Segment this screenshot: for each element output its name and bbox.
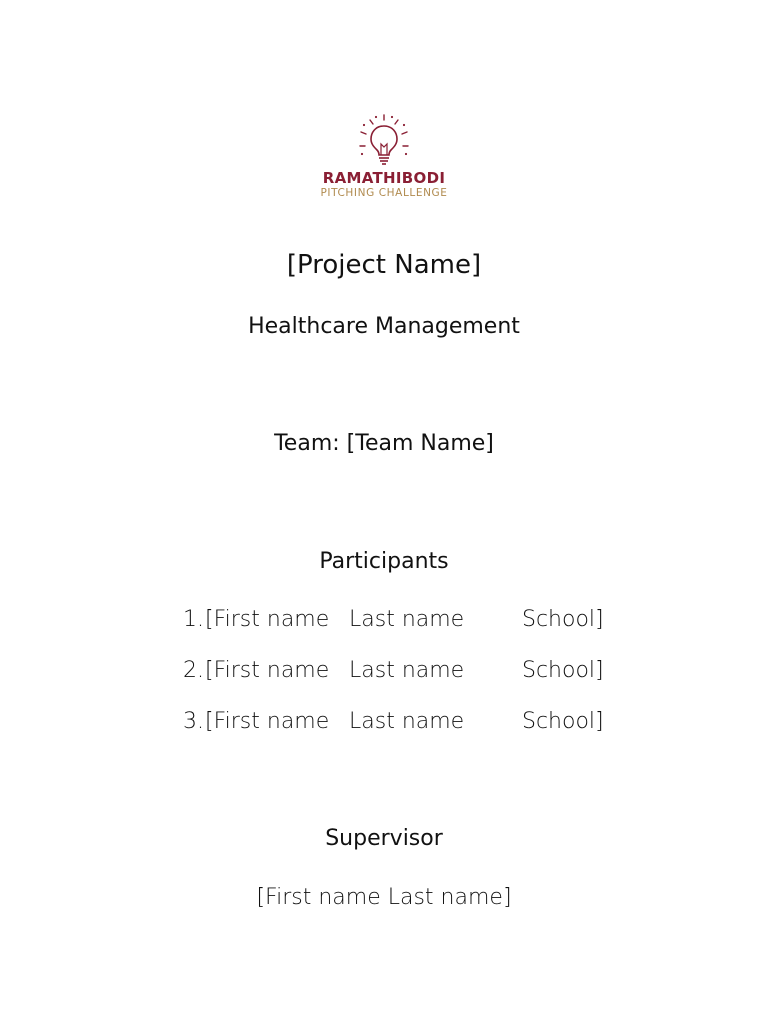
participant-school: School]	[522, 658, 604, 683]
participant-number: 3.	[183, 709, 204, 734]
participant-school: School]	[522, 709, 604, 734]
participant-number: 2.	[183, 658, 204, 683]
logo-subtitle: PITCHING CHALLENGE	[320, 187, 448, 199]
project-name: [Project Name]	[286, 250, 482, 280]
participant-row	[0, 709, 768, 739]
participant-first-name: [First name	[205, 658, 330, 683]
participant-first-name: [First name	[205, 607, 330, 632]
participant-row	[0, 658, 768, 688]
participant-number: 1.	[183, 607, 204, 632]
participant-last-name: Last name	[349, 658, 465, 683]
participant-row	[0, 607, 768, 637]
participant-school: School]	[522, 607, 604, 632]
participant-first-name: [First name	[205, 709, 330, 734]
lightbulb-icon	[354, 112, 414, 168]
participant-last-name: Last name	[349, 709, 465, 734]
participant-last-name: Last name	[349, 607, 465, 632]
participants-heading: Participants	[319, 549, 449, 574]
logo	[284, 112, 484, 204]
category-title: Healthcare Management	[248, 314, 520, 339]
supervisor-name: [First name Last name]	[256, 885, 512, 910]
supervisor-heading: Supervisor	[325, 826, 443, 851]
logo-title: RAMATHIBODI	[322, 169, 446, 187]
team-name: Team: [Team Name]	[274, 431, 494, 456]
